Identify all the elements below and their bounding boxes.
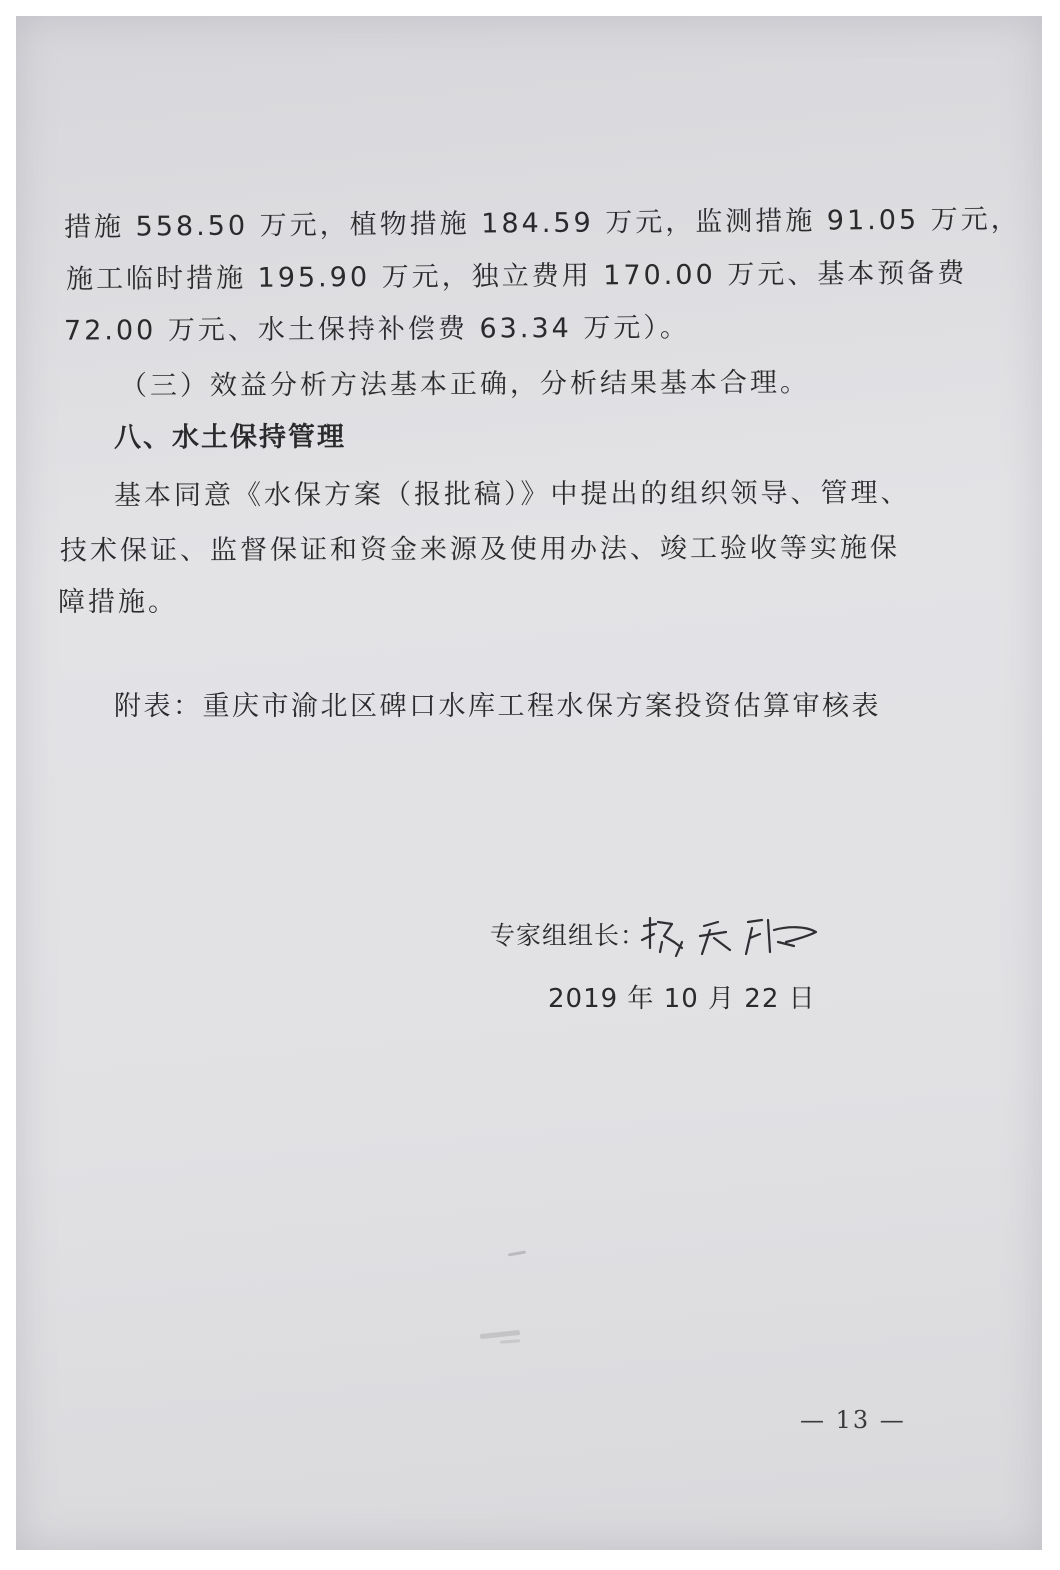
handwritten-signature (638, 912, 828, 962)
section-line-1: 基本同意《水保方案（报批稿）》中提出的组织领导、管理、 (113, 477, 911, 512)
document-page (16, 16, 1042, 1550)
page-number: — 13 — (800, 1406, 906, 1434)
body-line-3: 72.00 万元、水土保持补偿费 63.34 万元）。 (63, 312, 690, 347)
scan-mark (508, 1250, 526, 1256)
signature-label: 专家组组长： (490, 921, 647, 950)
body-line-1: 措施 558.50 万元，植物措施 184.59 万元，监测措施 91.05 万元， (63, 203, 1021, 244)
document-date: 2019 年 10 月 22 日 (548, 984, 816, 1014)
section-line-3: 障措施。 (58, 587, 178, 618)
attachment-line: 附表：重庆市渝北区碑口水库工程水保方案投资估算审核表 (114, 691, 881, 722)
scan-mark (500, 1339, 520, 1343)
body-line-2: 施工临时措施 195.90 万元，独立费用 170.00 万元、基本预备费 (65, 257, 968, 296)
section-heading: 八、水土保持管理 (113, 421, 347, 454)
section-line-2: 技术保证、监督保证和资金来源及使用办法、竣工验收等实施保 (59, 532, 901, 567)
body-line-4: （三）效益分析方法基本正确，分析结果基本合理。 (119, 367, 811, 402)
scan-mark (480, 1330, 520, 1339)
